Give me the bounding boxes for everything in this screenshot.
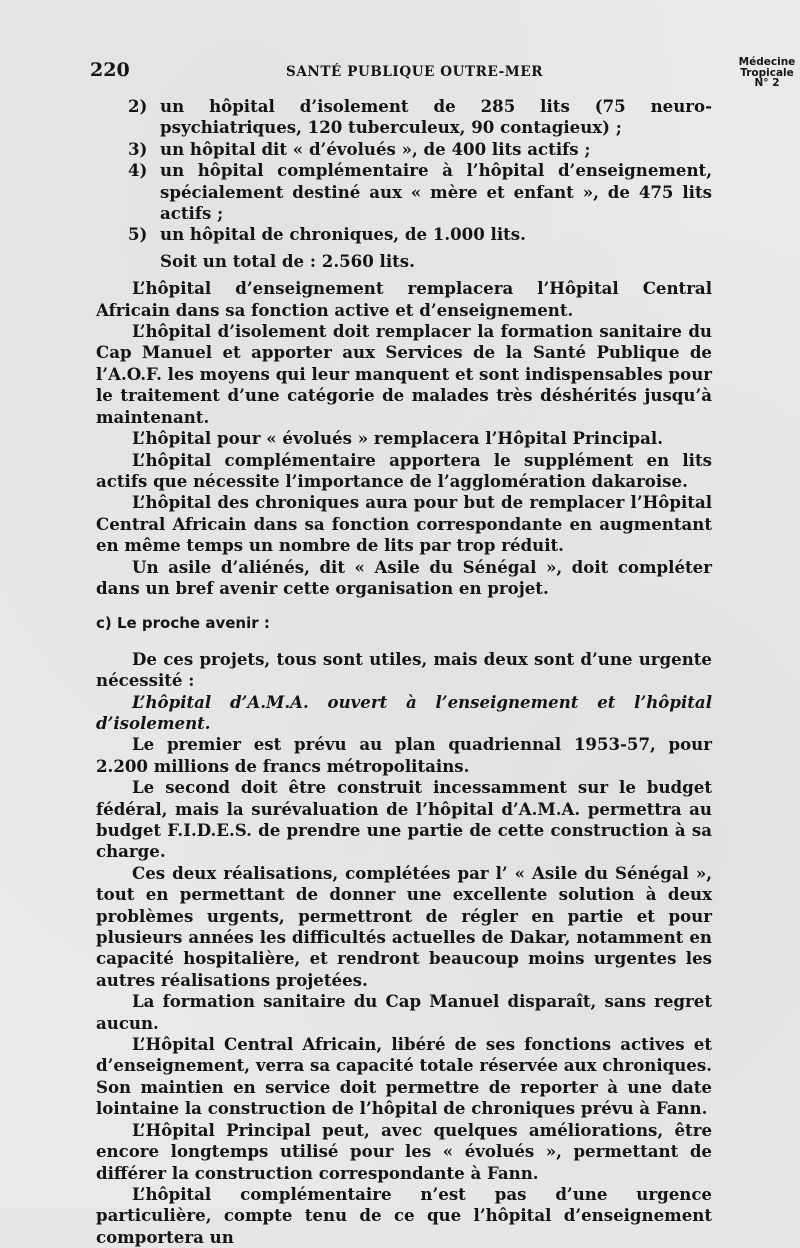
total-line: Soit un total de : 2.560 lits.	[160, 250, 415, 271]
list-item	[96, 224, 712, 245]
paragraph: L’hôpital des chroniques aura pour but de remplacer l’Hôpital Central Africain dans sa fonction correspondante en augmentant en même temps un nombre de lits par trop réduit.	[96, 492, 712, 556]
running-title: SANTÉ PUBLIQUE OUTRE-MER	[286, 64, 544, 80]
list-item-number: 5)	[128, 224, 148, 245]
journal-line-3: N° 2	[754, 77, 780, 89]
italic-paragraph: L’hôpital d’A.M.A. ouvert à l’enseignement et l’hôpital d’isolement.	[96, 691, 712, 733]
list-item-text: un hôpital dit « d’évolués », de 400 lits actifs ;	[160, 138, 591, 159]
list-item-number: 3)	[128, 138, 148, 159]
section-heading: c) Le proche avenir :	[96, 614, 270, 633]
list-item	[96, 139, 712, 160]
journal-line-1: Médecine	[738, 56, 796, 68]
paragraph: L’Hôpital Principal peut, avec quelques améliorations, être encore longtemps utilisé pour les « évolués », permettant de différer la construction correspondante à Fann.	[96, 1119, 712, 1183]
paragraph: L’hôpital complémentaire apportera le supplément en lits actifs que nécessite l’importance de l’agglomération dakaroise.	[96, 449, 712, 491]
paragraph: Un asile d’aliénés, dit « Asile du Sénégal », doit compléter dans un bref avenir cette organisation en projet.	[96, 556, 712, 598]
journal-mark	[734, 57, 800, 89]
list-item-number: 4)	[128, 160, 148, 181]
body-text	[96, 96, 712, 1248]
list-item-text: un hôpital complémentaire à l’hôpital d’enseignement, spécialement destiné aux « mère et enfant », de 475 lits actifs ;	[160, 160, 712, 224]
paragraph: La formation sanitaire du Cap Manuel disparaît, sans regret aucun.	[96, 991, 712, 1033]
list-item-text: un hôpital d’isolement de 285 lits (75 neuro-psychiatriques, 120 tuberculeux, 90 contagieux) ;	[160, 96, 712, 138]
paragraph: L’hôpital d’enseignement remplacera l’Hôpital Central Africain dans sa fonction active et d’enseignement.	[96, 278, 712, 320]
list-item	[96, 96, 712, 139]
paragraph: Le premier est prévu au plan quadriennal 1953-57, pour 2.200 millions de francs métropolitains.	[96, 734, 712, 776]
journal-line-2: Tropicale	[740, 66, 794, 79]
paragraph: De ces projets, tous sont utiles, mais deux sont d’une urgente nécessité :	[96, 648, 712, 691]
paragraph: L’hôpital complémentaire n’est pas d’une urgence particulière, compte tenu de ce que l’hôpital d’enseignement comportera un	[96, 1183, 712, 1247]
list-item-number: 2)	[128, 96, 148, 116]
paragraph: L’hôpital pour « évolués » remplacera l’Hôpital Principal.	[132, 428, 663, 449]
paragraph: Ces deux réalisations, complétées par l’ « Asile du Sénégal », tout en permettant de donner une excellente solution à deux problèmes urgents, permettront de régler en partie et pour plusieurs années les difficultés actuelles de Dakar, notamment en capacité hospitalière, et rendront beaucoup moins urgentes les autres réalisations projetées.	[96, 862, 712, 990]
paragraph: Le second doit être construit incessamment sur le budget fédéral, mais la surévaluation de l’hôpital d’A.M.A. permettra au budget F.I.D.E.S. de prendre une partie de cette construction à sa charge.	[96, 777, 712, 862]
list-item	[96, 160, 712, 224]
paragraph: L’hôpital d’isolement doit remplacer la formation sanitaire du Cap Manuel et apporter aux Services de la Santé Publique de l’A.O.F. les moyens qui leur manquent et sont indispensables pour le traitement d’une catégorie de malades très déshérités jusqu’à maintenant.	[96, 321, 712, 427]
page-number: 220	[90, 59, 130, 81]
list-item-text: un hôpital de chroniques, de 1.000 lits.	[160, 224, 526, 245]
paragraph: L’Hôpital Central Africain, libéré de ses fonctions actives et d’enseignement, verra sa capacité totale réservée aux chroniques. Son maintien en service doit permettre de reporter à une date lointaine la construction de l’hôpital de chroniques prévu à Fann.	[96, 1034, 712, 1119]
